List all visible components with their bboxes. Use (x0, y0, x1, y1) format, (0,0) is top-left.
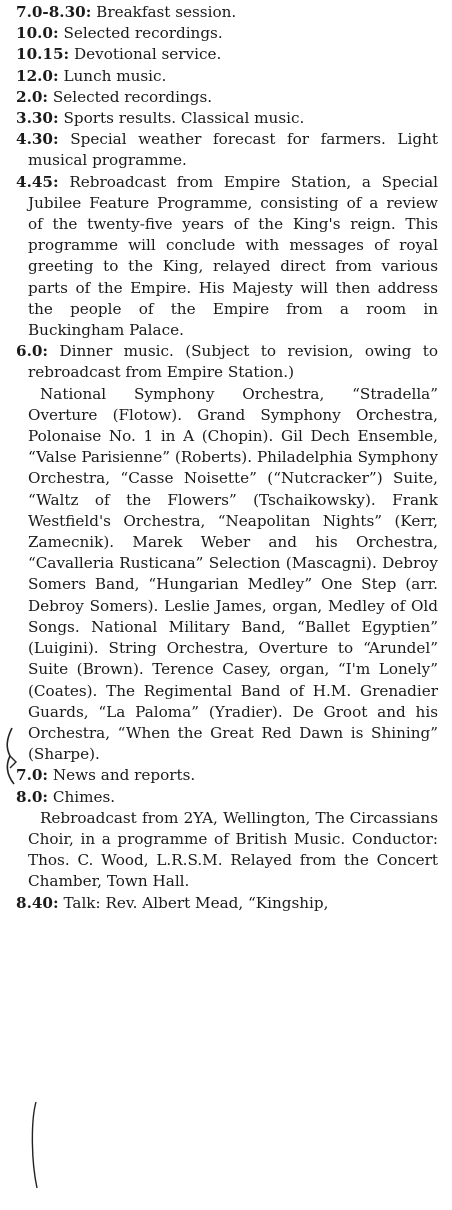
entry-time: 4.30: (16, 130, 59, 149)
margin-bracket-mark (2, 726, 18, 786)
entry-text: Dinner music. (Subject to revision, owing to rebroadcast from Empire Station.) (28, 342, 438, 382)
entry-text: Rebroadcast from Empire Station, a Special Jubilee Feature Programme, consisting of a review of the twenty-five years of the King's reign. This programme will conclude with messages of royal greeting to the King, relayed direct from various parts of the Empire. His Majesty will then address the people of the Empire from a room in Buckingham Palace. (28, 172, 439, 340)
entry-text: Devotional service. (74, 45, 222, 64)
entry-text: Talk: Rev. Albert Mead, “Kingship, (63, 893, 329, 912)
entry-time: 4.45: (16, 172, 59, 191)
entry-time: 6.0: (16, 342, 49, 361)
programme-entry (16, 172, 438, 342)
programme-entry (16, 893, 438, 914)
entry-text: Breakfast session. (96, 3, 237, 21)
entry-text: News and reports. (52, 766, 196, 785)
programme-entry (16, 87, 438, 108)
entry-text: Special weather forecast for farmers. Light musical programme. (28, 130, 438, 170)
programme-entry (16, 341, 438, 383)
entry-time: 10.15: (16, 45, 70, 64)
entry-time: 12.0: (16, 66, 59, 85)
programme-entry (16, 23, 438, 44)
programme-entry (16, 66, 438, 87)
entry-time: 8.40: (16, 893, 59, 912)
entry-time: 7.0: (16, 766, 49, 785)
rebroadcast-paragraph: Rebroadcast from 2YA, Wellington, The Circassians Choir, in a programme of British Music. Conductor: Thos. C. Wood, L.R.S.M. Relayed from the Concert Chamber, Town Hall. (28, 808, 438, 891)
entry-time: 2.0: (16, 87, 49, 106)
entry-text: Selected recordings. (63, 24, 223, 43)
dinner-music-paragraph: National Symphony Orchestra, “Stradella” Overture (Flotow). Grand Symphony Orchestra, Polonaise No. 1 in A (Chopin). Gil Dech Ensemble, “Valse Parisienne” (Roberts). Philadelphia Symphony Orchestra, “Casse Noisette” (“Nutcracker”) Suite, “Waltz of the Flowers” (Tschaikowsky). Frank Westfield's Orchestra, “Neapolitan Nights” (Kerr, Zamecnik). Marek Weber and his Orchestra, “Cavalleria Rusticana” Selection (Mascagni). Debroy Somers Band, “Hungarian Medley” One Step (arr. Debroy Somers). Leslie James, organ, Medley of Old Songs. National Military Band, “Ballet Egyptien” (Luigini). String Orchestra, Overture to “Arundel” Suite (Brown). Terence Casey, organ, “I'm Lonely” (Coates). The Regimental Band of H.M. Grenadier Guards, “La Paloma” (Yradier). De Groot and his Orchestra, “When the Great Red Dawn is Shining” (Sharpe). (28, 384, 438, 764)
programme-entry (16, 129, 438, 171)
entry-text: Lunch music. (63, 66, 167, 85)
margin-bracket-mark (28, 1100, 40, 1190)
entry-text: Sports results. Classical music. (63, 109, 305, 128)
programme-entry (16, 787, 438, 808)
entry-time: 7.0-8.30: (16, 3, 92, 21)
programme-entry (16, 765, 438, 786)
entry-time: 10.0: (16, 24, 59, 43)
entry-text: Chimes. (52, 787, 116, 806)
programme-column (16, 2, 438, 914)
programme-entry (16, 2, 438, 23)
entry-time: 8.0: (16, 787, 49, 806)
programme-entry (16, 44, 438, 65)
entry-text: Selected recordings. (52, 87, 213, 106)
programme-entry (16, 108, 438, 129)
entry-time: 3.30: (16, 109, 59, 128)
